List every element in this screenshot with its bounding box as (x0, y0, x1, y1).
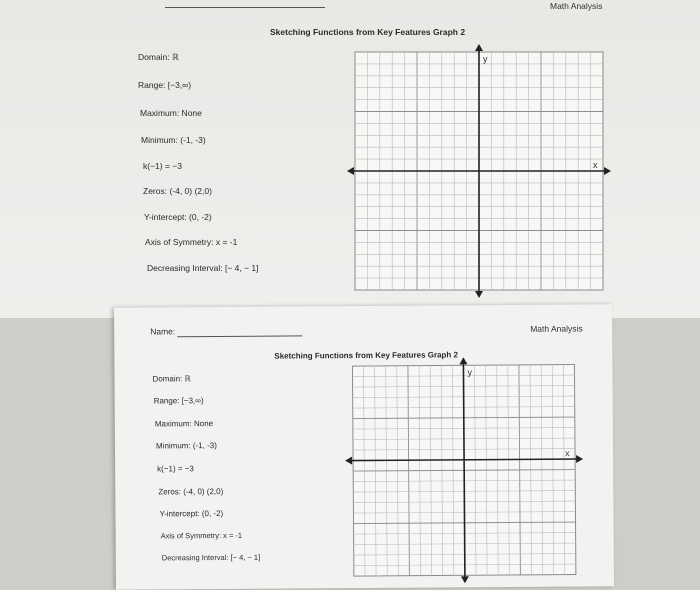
range-label: Range: [−3,∞) (138, 80, 192, 90)
name-label: Name: (150, 326, 176, 337)
coordinate-grid (352, 365, 575, 577)
y-axis-label: y (467, 367, 473, 378)
range-label: Range: [−3,∞) (153, 396, 204, 406)
arrow-right-icon (604, 167, 611, 175)
course-header: Math Analysis (530, 323, 583, 334)
zeros-label: Zeros: (-4, 0) (2,0) (143, 186, 212, 196)
y-intercept-label: Y-intercept: (0, -2) (144, 212, 212, 222)
arrow-up-icon (459, 357, 467, 364)
decreasing-interval-label: Decreasing Interval: [− 4, − 1] (161, 552, 261, 563)
bottom-worksheet (114, 304, 614, 589)
arrow-left-icon (345, 457, 352, 465)
y-axis-label: y (483, 54, 488, 64)
maximum-label: Maximum: None (140, 108, 202, 118)
minimum-label: Minimum: (-1, -3) (141, 135, 206, 145)
arrow-left-icon (347, 167, 354, 175)
worksheet-title: Sketching Functions from Key Features Graph 2 (274, 350, 458, 361)
maximum-label: Maximum: None (154, 419, 214, 429)
function-value-label: k(−1) = −3 (157, 464, 194, 474)
decreasing-interval-label: Decreasing Interval: [− 4, − 1] (147, 263, 259, 273)
axis-of-symmetry-label: Axis of Symmetry: x = -1 (160, 530, 243, 541)
domain-label: Domain: ℝ (138, 52, 179, 62)
x-axis-label: x (593, 160, 598, 170)
zeros-label: Zeros: (-4, 0) (2,0) (158, 486, 224, 497)
worksheet-title: Sketching Functions from Key Features Graph 2 (270, 27, 466, 37)
x-axis-label: x (565, 448, 570, 459)
arrow-down-icon (461, 576, 469, 583)
y-intercept-label: Y-intercept: (0, -2) (159, 508, 224, 519)
arrow-down-icon (475, 291, 483, 298)
minimum-label: Minimum: (-1, -3) (155, 441, 217, 451)
arrow-right-icon (576, 455, 583, 463)
course-header: Math Analysis (550, 1, 603, 11)
arrow-up-icon (475, 44, 483, 51)
name-line (177, 335, 302, 337)
name-line (165, 7, 325, 8)
function-value-label: k(−1) = −3 (143, 161, 182, 171)
axis-of-symmetry-label: Axis of Symmetry: x = -1 (145, 237, 238, 247)
coordinate-grid (355, 52, 603, 290)
domain-label: Domain: ℝ (152, 374, 191, 384)
